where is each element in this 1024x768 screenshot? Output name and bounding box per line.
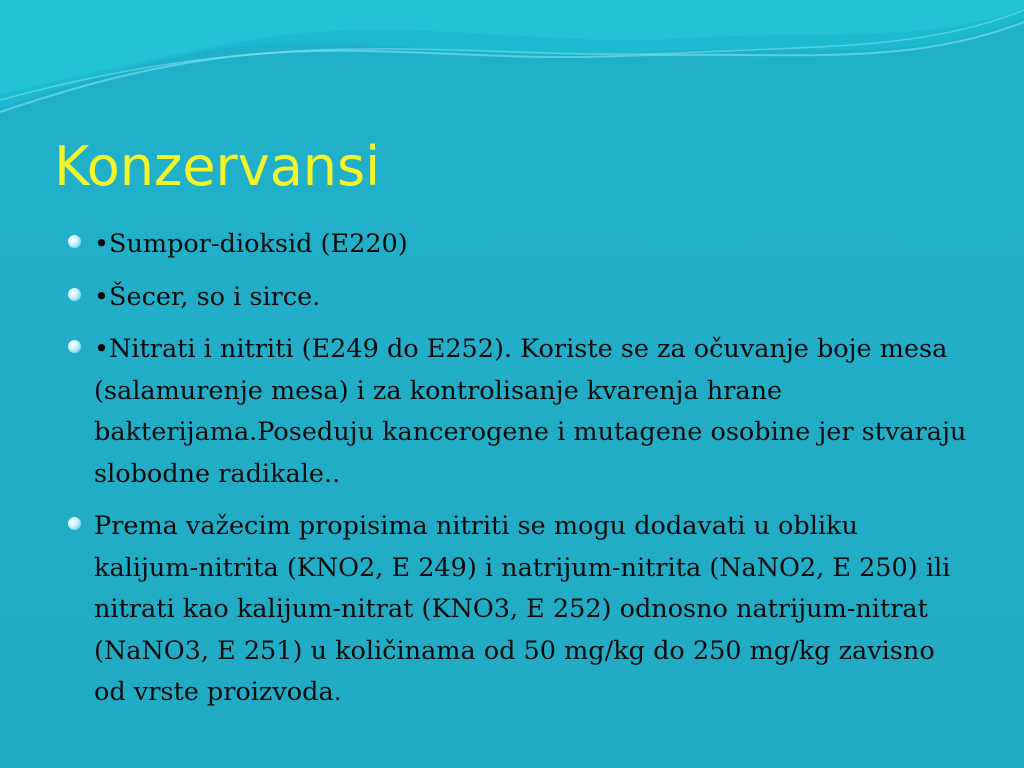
wave-decoration <box>0 0 1024 130</box>
bullet-list <box>68 224 968 725</box>
bullet-dot-icon <box>68 235 81 248</box>
list-item <box>68 329 968 495</box>
list-item <box>68 277 968 319</box>
bullet-dot-icon <box>68 340 81 353</box>
bullet-text: •Šecer, so i sirce. <box>94 281 321 312</box>
slide-title: Konzervansi <box>54 135 381 198</box>
list-item <box>68 224 968 266</box>
bullet-text: •Sumpor-dioksid (E220) <box>94 229 408 259</box>
bullet-dot-icon <box>68 288 81 301</box>
bullet-text: •Nitrati i nitriti (E249 do E252). Koriste se za očuvanje boje mesa (salamurenje mesa) i za kontrolisanje kvarenja hrane bakterijama.Poseduju kancerogene i mutagene osobine jer stvaraju slobodne radikale.. <box>94 334 967 489</box>
bullet-dot-icon <box>68 517 81 530</box>
list-item <box>68 506 968 714</box>
bullet-text: Prema važecim propisima nitriti se mogu dodavati u obliku kalijum-nitrita (KNO2, E 249) i natrijum-nitrita (NaNO2, E 250) ili nitrati kao kalijum-nitrat (KNO3, E 252) odnosno natrijum-nitrat (NaNO3, E 251) u količinama od 50 mg/kg do 250 mg/kg zavisno od vrste proizvoda. <box>94 511 951 707</box>
